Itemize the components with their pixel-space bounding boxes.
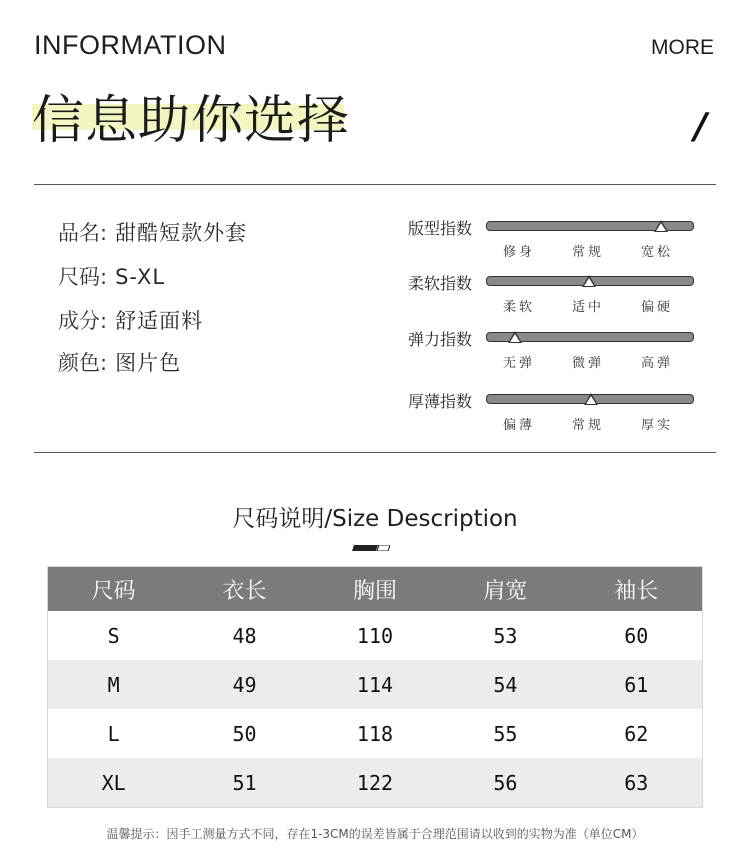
product-value: 舒适面料: [115, 309, 204, 333]
divider-top: [34, 184, 716, 185]
indicator-label: 版型指数: [408, 219, 473, 238]
cell: 63: [571, 758, 703, 808]
divider-bottom: [34, 452, 716, 453]
footnote: 温馨提示：因手工测量方式不同，存在1-3CM的误差皆属于合理范围请以收到的实物为准（单位CM）: [106, 827, 644, 841]
product-key: 成分:: [58, 309, 108, 333]
slash-mark: /: [694, 106, 708, 147]
product-row-material: [58, 305, 203, 335]
cell: XL: [48, 758, 180, 808]
indicator-tick-label: 厚实: [641, 418, 674, 433]
indicator-label: 弹力指数: [408, 330, 473, 349]
product-key: 尺码:: [58, 265, 108, 289]
more-link[interactable]: MORE: [651, 36, 714, 59]
cell: S: [48, 611, 180, 660]
indicator-marker-icon: [582, 275, 596, 287]
col-header: 尺码: [48, 567, 180, 612]
cell: 56: [440, 758, 570, 808]
table-row: [48, 611, 703, 660]
cell: 122: [310, 758, 440, 808]
cell: 48: [179, 611, 309, 660]
indicator-marker-icon: [508, 331, 522, 343]
cell: L: [48, 709, 180, 758]
info-title: INFORMATION: [34, 30, 227, 60]
product-key: 品名:: [58, 221, 108, 245]
col-header: 袖长: [571, 567, 703, 612]
cell: 53: [440, 611, 570, 660]
cell: 62: [571, 709, 703, 758]
cell: 50: [179, 709, 309, 758]
cell: 49: [179, 660, 309, 709]
cell: 118: [310, 709, 440, 758]
cell: 54: [440, 660, 570, 709]
product-key: 颜色:: [58, 351, 108, 375]
indicator-marker-icon: [654, 220, 668, 232]
page-title: 信息助你选择: [32, 91, 351, 151]
cell: 60: [571, 611, 703, 660]
table-row: [48, 758, 703, 808]
col-header: 肩宽: [440, 567, 570, 612]
product-value: S-XL: [115, 265, 166, 289]
indicator-tick-label: 常规: [572, 418, 605, 433]
indicator-tick-label: 适中: [572, 300, 605, 315]
indicator-tick-label: 宽松: [641, 245, 674, 260]
cell: 110: [310, 611, 440, 660]
indicator-tick-label: 偏薄: [503, 418, 536, 433]
indicator-marker-icon: [584, 393, 598, 405]
indicator-tick-label: 偏硬: [641, 300, 674, 315]
indicator-tick-label: 修身: [503, 245, 536, 260]
decoration-bar-icon: [352, 545, 390, 551]
product-row-name: [58, 217, 247, 247]
indicator-label: 柔软指数: [408, 274, 473, 293]
indicator-tick-label: 柔软: [503, 300, 536, 315]
indicator-tick-label: 无弹: [503, 356, 536, 371]
product-value: 甜酷短款外套: [115, 221, 248, 245]
col-header: 衣长: [179, 567, 309, 612]
size-table: [47, 566, 703, 808]
indicator-tick-label: 常规: [572, 245, 605, 260]
product-row-size: [58, 261, 165, 291]
indicator-tick-label: 高弹: [641, 356, 674, 371]
indicator-tick-label: 微弹: [572, 356, 605, 371]
product-value: 图片色: [115, 351, 182, 375]
cell: 51: [179, 758, 309, 808]
table-row: [48, 660, 703, 709]
table-row: [48, 709, 703, 758]
product-row-color: [58, 347, 181, 377]
cell: M: [48, 660, 180, 709]
indicator-label: 厚薄指数: [408, 392, 473, 411]
cell: 114: [310, 660, 440, 709]
cell: 55: [440, 709, 570, 758]
size-table-header: [48, 567, 703, 612]
cell: 61: [571, 660, 703, 709]
col-header: 胸围: [310, 567, 440, 612]
size-section-title: 尺码说明/Size Description: [232, 506, 518, 532]
